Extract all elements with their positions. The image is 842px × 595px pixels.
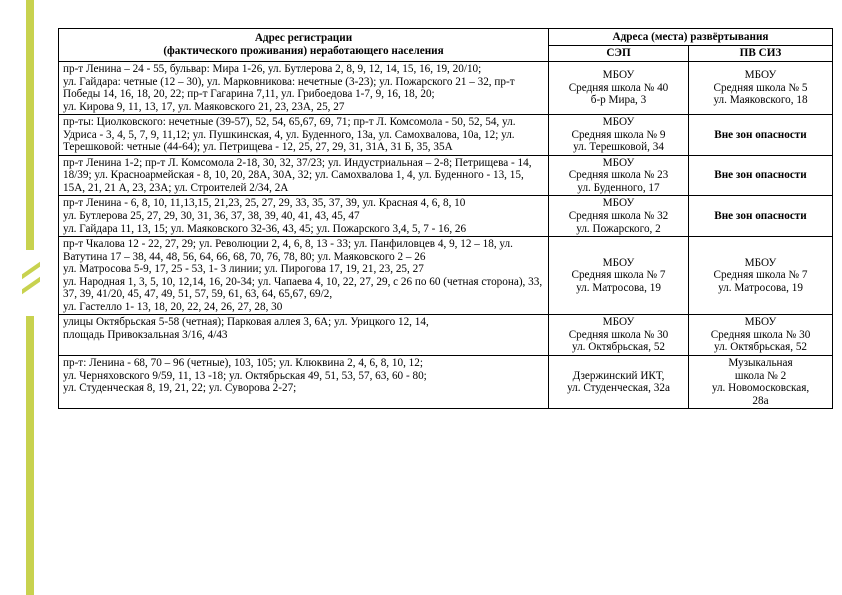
sep-line: МБОУ [602, 116, 635, 129]
address-line: ул. Гайдара 11, 13, 15; ул. Маяковского 32-36, 43, 45; ул. Пожарского 3,4, 5, 7 - 16, 26 [63, 222, 467, 235]
pv-siz-cell [689, 115, 833, 156]
table-row [59, 356, 833, 409]
sep-line: МБОУ [602, 316, 635, 329]
address-cell [59, 315, 549, 356]
pv-siz-cell [689, 315, 833, 356]
decorative-bar-bottom [26, 316, 34, 595]
address-header-subtitle: (фактического проживания) неработающего населения [163, 45, 444, 57]
address-line: ул. Народная 1, 3, 5, 10, 12,14, 16, 20-34; ул. Чапаева 4, 10, 22, 27, 29, с 26 по 60 (четная сторона), 33, 37, 39, 41/20, 45, 47, 49, 51, 57, 59, 61, 63, 64, 65,67, 69/2, [63, 275, 543, 301]
sep-cell [549, 356, 689, 409]
sep-line: б-р Мира, 3 [590, 94, 647, 107]
sep-cell [549, 315, 689, 356]
address-line: ул. Студенческая 8, 19, 21, 22; ул. Суворова 2-27; [63, 382, 297, 395]
pv-siz-line: Вне зон опасности [714, 169, 807, 182]
address-cell [59, 62, 549, 115]
sep-line: Средняя школа № 23 [568, 169, 669, 182]
table-body [59, 62, 833, 409]
table-row [59, 115, 833, 156]
pv-siz-column-header: ПВ СИЗ [689, 46, 833, 62]
sep-line: ул. Студенческая, 32а [567, 382, 670, 395]
pv-siz-line: ул. Новомосковская, [711, 382, 810, 395]
address-line: ул. Кирова 9, 11, 13, 17, ул. Маяковского 21, 23, 23А, 25, 27 [63, 100, 345, 113]
sep-line: ул. Буденного, 17 [577, 181, 660, 194]
table-row [59, 62, 833, 115]
sep-line: МБОУ [602, 69, 635, 82]
pv-siz-cell [689, 155, 833, 196]
address-line: улицы Октябрьская 5-58 (четная); Парковая аллея 3, 6А; ул. Урицкого 12, 14, [63, 316, 429, 329]
pv-siz-line: ул. Октябрьская, 52 [713, 341, 808, 354]
address-line: площадь Привокзальная 3/16, 4/43 [63, 328, 228, 341]
sep-line: Средняя школа № 32 [568, 210, 669, 223]
pv-siz-line: 28а [752, 394, 769, 407]
sep-line: ул. Октябрьская, 52 [571, 341, 666, 354]
address-line: пр-т Ленина – 24 - 55, бульвар: Мира 1-26, ул. Бутлерова 2, 8, 9, 12, 14, 15, 16, 19, 20/10; [63, 63, 482, 75]
sep-line: Средняя школа № 9 [571, 128, 666, 141]
table-row [59, 315, 833, 356]
address-line: ул. Бутлерова 25, 27, 29, 30, 31, 36, 37, 38, 39, 40, 41, 43, 45, 47 [63, 210, 360, 223]
deployment-table [58, 28, 833, 409]
sep-line: Дзержинский ИКТ, [572, 369, 665, 382]
address-cell [59, 155, 549, 196]
address-header-title: Адрес регистрации [254, 32, 353, 45]
address-line: пр-т Ленина 1-2; пр-т Л. Комсомола 2-18, 30, 32, 37/23; ул. Индустриальная – 2-8; Петрищева - 14, 18/39; ул. Красноармейская - 8, 10, 20, 28А, 30А, 32; ул. Самохвалова 1, 4, ул. Буденного - 13, 15, 15А, 21, 21 А, 23, 23А; ул. Строителей 2/34, 2А [63, 156, 532, 194]
pv-siz-cell [689, 62, 833, 115]
pv-siz-line: ул. Матросова, 19 [718, 282, 803, 295]
pv-siz-line: ул. Маяковского, 18 [713, 94, 808, 107]
address-line: ул. Черняховского 9/59, 11, 13 -18; ул. Октябрьская 49, 51, 53, 57, 63, 60 - 80; [63, 369, 427, 382]
table-row [59, 196, 833, 237]
decorative-bar-top [26, 0, 34, 250]
pv-siz-cell [689, 196, 833, 237]
address-column-header [59, 29, 549, 62]
pv-siz-line: МБОУ [744, 316, 777, 329]
pv-siz-line: Музыкальная [728, 357, 793, 370]
address-cell [59, 237, 549, 315]
pv-siz-line: МБОУ [744, 69, 777, 82]
sep-line: МБОУ [602, 197, 635, 210]
sep-line: ул. Терешковой, 34 [573, 141, 664, 154]
sep-cell [549, 115, 689, 156]
address-line: ул. Гастелло 1- 13, 18, 20, 22, 24, 26, 27, 28, 30 [63, 300, 283, 313]
pv-siz-line: МБОУ [744, 256, 777, 269]
sep-line: ул. Пожарского, 2 [576, 222, 661, 235]
sep-line: МБОУ [602, 256, 635, 269]
sep-line: ул. Матросова, 19 [576, 282, 661, 295]
sep-cell [549, 155, 689, 196]
address-line: ул. Гайдара: четные (12 – 30), ул. Марковникова: нечетные (3-23); ул. Пожарского 21 – 32, пр-т Победы 14, 16, 18, 20, 22; пр-т Гагарина 7,11, ул. Грибоедова 1-7, 9, 16, 18, 20; [63, 75, 515, 101]
sep-line: МБОУ [602, 156, 635, 169]
pv-siz-line: Средняя школа № 7 [713, 269, 808, 282]
address-cell [59, 196, 549, 237]
pv-siz-line: Средняя школа № 5 [713, 81, 808, 94]
pv-siz-cell [689, 356, 833, 409]
pv-siz-line: школа № 2 [734, 369, 787, 382]
sep-line: Средняя школа № 30 [568, 328, 669, 341]
sep-column-header: СЭП [549, 46, 689, 62]
address-line: ул. Матросова 5-9, 17, 25 - 53, 1- 3 линии; ул. Пирогова 17, 19, 21, 23, 25, 27 [63, 263, 424, 276]
table-row [59, 155, 833, 196]
deployment-header: Адреса (места) развёртывания [549, 29, 833, 46]
sep-cell [549, 237, 689, 315]
address-line: пр-т Ленина - 6, 8, 10, 11,13,15, 21,23, 25, 27, 29, 33, 35, 37, 39, ул. Красная 4, 6, 8, 10 [63, 197, 466, 210]
sep-line: Средняя школа № 40 [568, 81, 669, 94]
pv-siz-line: Вне зон опасности [714, 128, 807, 141]
address-cell [59, 356, 549, 409]
sep-cell [549, 196, 689, 237]
table-row [59, 237, 833, 315]
pv-siz-line: Средняя школа № 30 [710, 328, 811, 341]
pv-siz-cell [689, 237, 833, 315]
decorative-slash [22, 277, 40, 295]
address-line: пр-ты: Циолковского: нечетные (39-57), 52, 54, 65,67, 69, 71; пр-т Л. Комсомола - 50, 52, 54, ул. Удриса - 3, 4, 5, 7, 9, 11,12; ул. Пушкинская, 4, ул. Буденного, 13а, ул. Самохвалова, 10а, 12; ул. Терешковой: четные (44-64); ул. Петрищева - 12, 25, 27, 29, 31, 31А, 31 Б, 35, 35А [63, 116, 516, 154]
pv-siz-line: Вне зон опасности [714, 210, 807, 223]
address-line: пр-т Чкалова 12 - 22, 27, 29; ул. Революции 2, 4, 6, 8, 13 - 33; ул. Панфиловцев 4, 9, 12 – 18, ул. Ватутина 17 – 38, 44, 48, 56, 64, 66, 68, 70, 76, 78, 80; ул. Маяковского 2 – 26 [63, 238, 513, 263]
sep-cell [549, 62, 689, 115]
decorative-slash [22, 262, 40, 280]
address-line: пр-т: Ленина - 68, 70 – 96 (четные), 103, 105; ул. Клюквина 2, 4, 6, 8, 10, 12; [63, 357, 423, 370]
address-cell [59, 115, 549, 156]
sep-line: Средняя школа № 7 [571, 269, 666, 282]
